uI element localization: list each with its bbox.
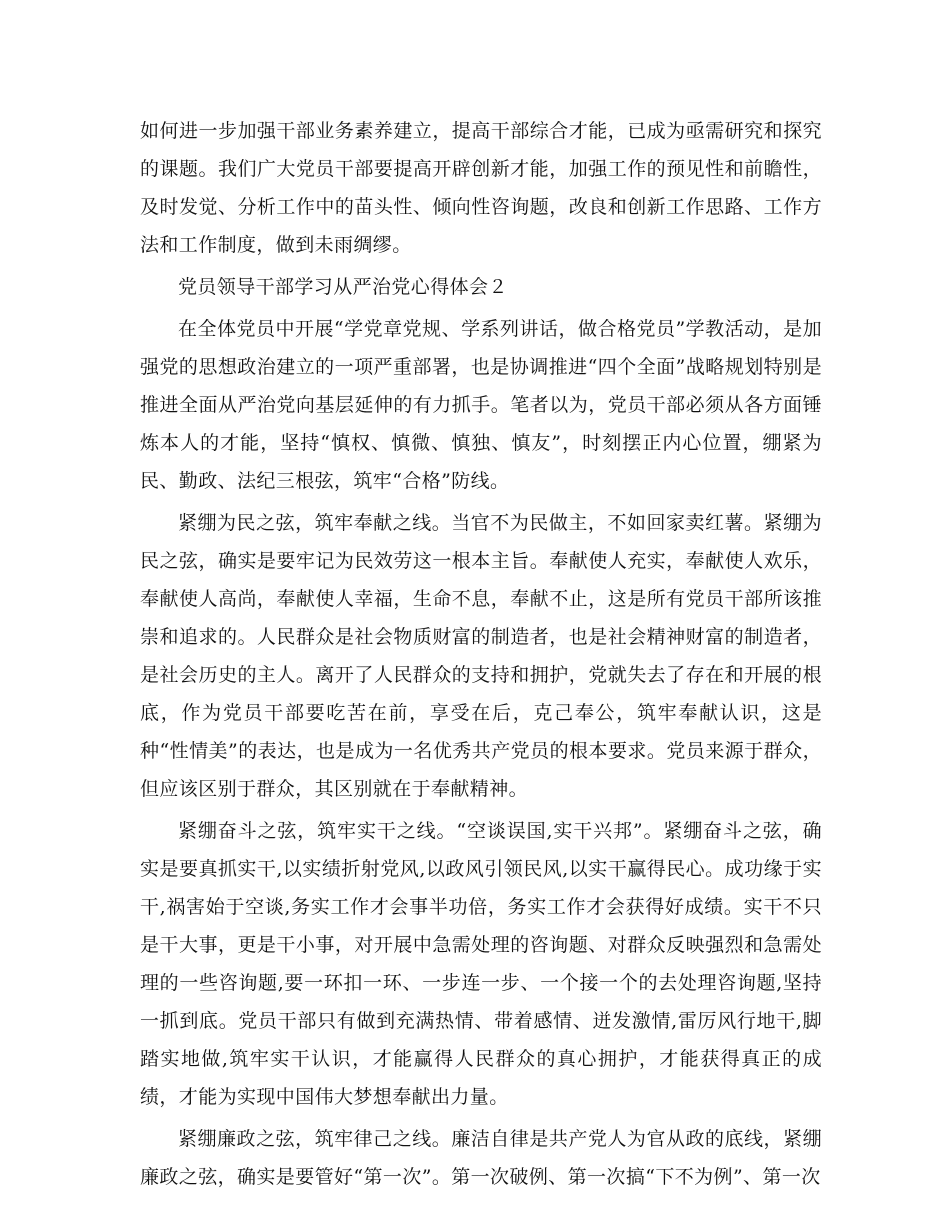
section-title: 党员领导干部学习从严治党心得体会２ [178,276,508,298]
document-body [140,112,822,1200]
paragraph-continuation: 如何进一步加强干部业务素养建立，提高干部综合才能，已成为亟需研究和探究的课题。我们广大党员干部要提高开辟创新才能，加强工作的预见性和前瞻性，及时发觉、分析工作中的苗头性、倾向性咨询题，改良和创新工作思路、工作方法和工作制度，做到未雨绸缪。 [140,120,822,256]
paragraph-intro: 在全体党员中开展“学党章党规、学系列讲话，做合格党员”学教活动，是加强党的思想政治建立的一项严重部署，也是协调推进“四个全面”战略规划特别是推进全面从严治党向基层延伸的有力抓手。笔者以为，党员干部必须从各方面锤炼本人的才能，坚持“慎权、慎微、慎独、慎友”，时刻摆正内心位置，绷紧为民、勤政、法纪三根弦，筑牢“合格”防线。 [140,318,822,492]
paragraph-diligence: 紧绷奋斗之弦，筑牢实干之线。“空谈误国,实干兴邦”。紧绷奋斗之弦，确实是要真抓实干,以实绩折射党风,以政风引领民风,以实干赢得民心。成功缘于实干,祸害始于空谈,务实工作才会事半功倍，务实工作才会获得好成绩。实干不只是干大事，更是干小事，对开展中急需处理的咨询题、对群众反映强烈和急需处理的一些咨询题,要一环扣一环、一步连一步、一个接一个的去处理咨询题,坚持一抓到底。党员干部只有做到充满热情、带着感情、迸发激情,雷厉风行地干,脚踏实地做,筑牢实干认识，才能赢得人民群众的真心拥护，才能获得真正的成绩，才能为实现中国伟大梦想奉献出力量。 [140,820,822,1108]
paragraph-for-people: 紧绷为民之弦，筑牢奉献之线。当官不为民做主，不如回家卖红薯。紧绷为民之弦，确实是要牢记为民效劳这一根本主旨。奉献使人充实，奉献使人欢乐，奉献使人高尚，奉献使人幸福，生命不息，奉献不止，这是所有党员干部所该推崇和追求的。人民群众是社会物质财富的制造者，也是社会精神财富的制造者，是社会历史的主人。离开了人民群众的支持和拥护，党就失去了存在和开展的根底，作为党员干部要吃苦在前，享受在后，克己奉公，筑牢奉献认识，这是种“性情美”的表达，也是成为一名优秀共产党员的根本要求。党员来源于群众，但应该区别于群众，其区别就在于奉献精神。 [140,512,822,800]
paragraph-integrity: 紧绷廉政之弦，筑牢律己之线。廉洁自律是共产党人为官从政的底线，紧绷廉政之弦，确实是要管好“第一次”。第一次破例、第一次搞“下不为例”、第一次 [140,1128,822,1188]
